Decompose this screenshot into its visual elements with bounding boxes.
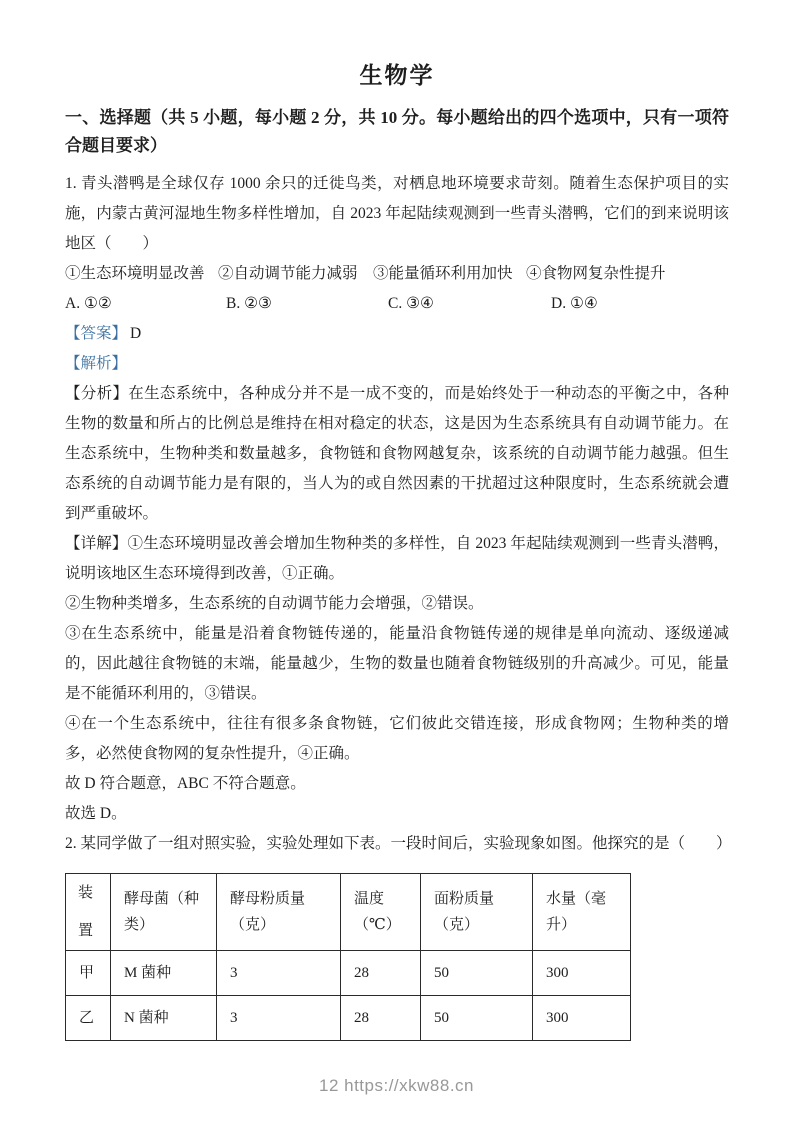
header-water-volume: 水量（毫升） bbox=[533, 874, 631, 951]
cell-yeast-mass-jia: 3 bbox=[217, 951, 341, 996]
table-row-jia bbox=[66, 951, 631, 996]
question-1-statements bbox=[65, 259, 729, 289]
cell-strain-n: N 菌种 bbox=[111, 996, 217, 1041]
header-yeast-type: 酵母菌（种类） bbox=[111, 874, 217, 951]
header-flour-mass: 面粉质量（克） bbox=[421, 874, 533, 951]
cell-device-jia: 甲 bbox=[66, 951, 111, 996]
cell-temp-jia: 28 bbox=[341, 951, 421, 996]
cell-device-yi: 乙 bbox=[66, 996, 111, 1041]
detail-conclusion: 故 D 符合题意，ABC 不符合题意。 bbox=[65, 775, 306, 792]
cell-temp-yi: 28 bbox=[341, 996, 421, 1041]
choice-d: D. ①④ bbox=[551, 295, 598, 312]
cell-water-yi: 300 bbox=[533, 996, 631, 1041]
detail-paragraph-2: ②生物种类增多，生态系统的自动调节能力会增强，②错误。 bbox=[65, 595, 484, 612]
question-1-choices bbox=[65, 289, 729, 319]
choice-a: A. ①② bbox=[65, 295, 112, 312]
cell-flour-jia: 50 bbox=[421, 951, 533, 996]
table-header-row bbox=[66, 874, 631, 951]
detail-final-answer: 故选 D。 bbox=[65, 805, 127, 822]
answer-value: D bbox=[130, 325, 142, 342]
analysis-label: 【分析】 bbox=[65, 385, 129, 402]
document-content bbox=[65, 56, 732, 1041]
detail-paragraph-1 bbox=[65, 529, 729, 589]
cell-water-jia: 300 bbox=[533, 951, 631, 996]
header-temperature: 温度（℃） bbox=[341, 874, 421, 951]
detail-label: 【详解】 bbox=[65, 535, 128, 552]
answer-line bbox=[65, 319, 729, 349]
statement-2: ②自动调节能力减弱 bbox=[218, 265, 358, 282]
section-heading: 一、选择题（共 5 小题，每小题 2 分，共 10 分。每小题给出的四个选项中，只有一项符合题目要求） bbox=[65, 108, 729, 155]
question-1-stem: 1. 青头潜鸭是全球仅存 1000 余只的迁徙鸟类，对栖息地环境要求苛刻。随着生态保护项目的实施，内蒙古黄河湿地生物多样性增加，自 2023 年起陆续观测到一些青头潜鸭，它们的到来说明该地区（ ） bbox=[65, 175, 729, 252]
header-device: 装置 bbox=[66, 874, 111, 951]
explanation-label-line bbox=[65, 349, 729, 379]
experiment-table bbox=[65, 873, 631, 1041]
page-footer: 12 https://xkw88.cn bbox=[318, 1076, 475, 1095]
choice-b: B. ②③ bbox=[226, 295, 272, 312]
cell-strain-m: M 菌种 bbox=[111, 951, 217, 996]
explanation-label: 【解析】 bbox=[65, 355, 128, 372]
choice-c: C. ③④ bbox=[388, 295, 434, 312]
cell-yeast-mass-yi: 3 bbox=[217, 996, 341, 1041]
analysis-paragraph bbox=[65, 379, 729, 529]
statement-4: ④食物网复杂性提升 bbox=[526, 265, 666, 282]
page-title: 生物学 bbox=[359, 63, 435, 88]
answer-label: 【答案】 bbox=[65, 325, 128, 342]
statement-1: ①生态环境明显改善 bbox=[65, 265, 205, 282]
analysis-text: 在生态系统中，各种成分并不是一成不变的，而是始终处于一种动态的平衡之中，各种生物的数量和所占的比例总是维持在相对稳定的状态，这是因为生态系统具有自动调节能力。在生态系统中，生物种类和数量越多，食物链和食物网越复杂，该系统的自动调节能力越强。但生态系统的自动调节能力是有限的，当人为的或自然因素的干扰超过这种限度时，生态系统就会遭到严重破坏。 bbox=[65, 385, 729, 522]
detail-paragraph-4: ④在一个生态系统中，往往有很多条食物链，它们彼此交错连接，形成食物网；生物种类的增多，必然使食物网的复杂性提升，④正确。 bbox=[65, 715, 729, 762]
question-2-stem: 2. 某同学做了一组对照实验，实验处理如下表。一段时间后，实验现象如图。他探究的是（ ） bbox=[65, 835, 732, 852]
detail-text-1: ①生态环境明显改善会增加生物种类的多样性，自 2023 年起陆续观测到一些青头潜鸭，说明该地区生态环境得到改善，①正确。 bbox=[65, 535, 729, 582]
cell-flour-yi: 50 bbox=[421, 996, 533, 1041]
table-row-yi bbox=[66, 996, 631, 1041]
header-yeast-mass: 酵母粉质量（克） bbox=[217, 874, 341, 951]
detail-paragraph-3: ③在生态系统中，能量是沿着食物链传递的，能量沿食物链传递的规律是单向流动、逐级递减的，因此越往食物链的末端，能量越少，生物的数量也随着食物链级别的升高减少。可见，能量是不能循环利用的，③错误。 bbox=[65, 625, 729, 702]
statement-3: ③能量循环利用加快 bbox=[373, 265, 513, 282]
